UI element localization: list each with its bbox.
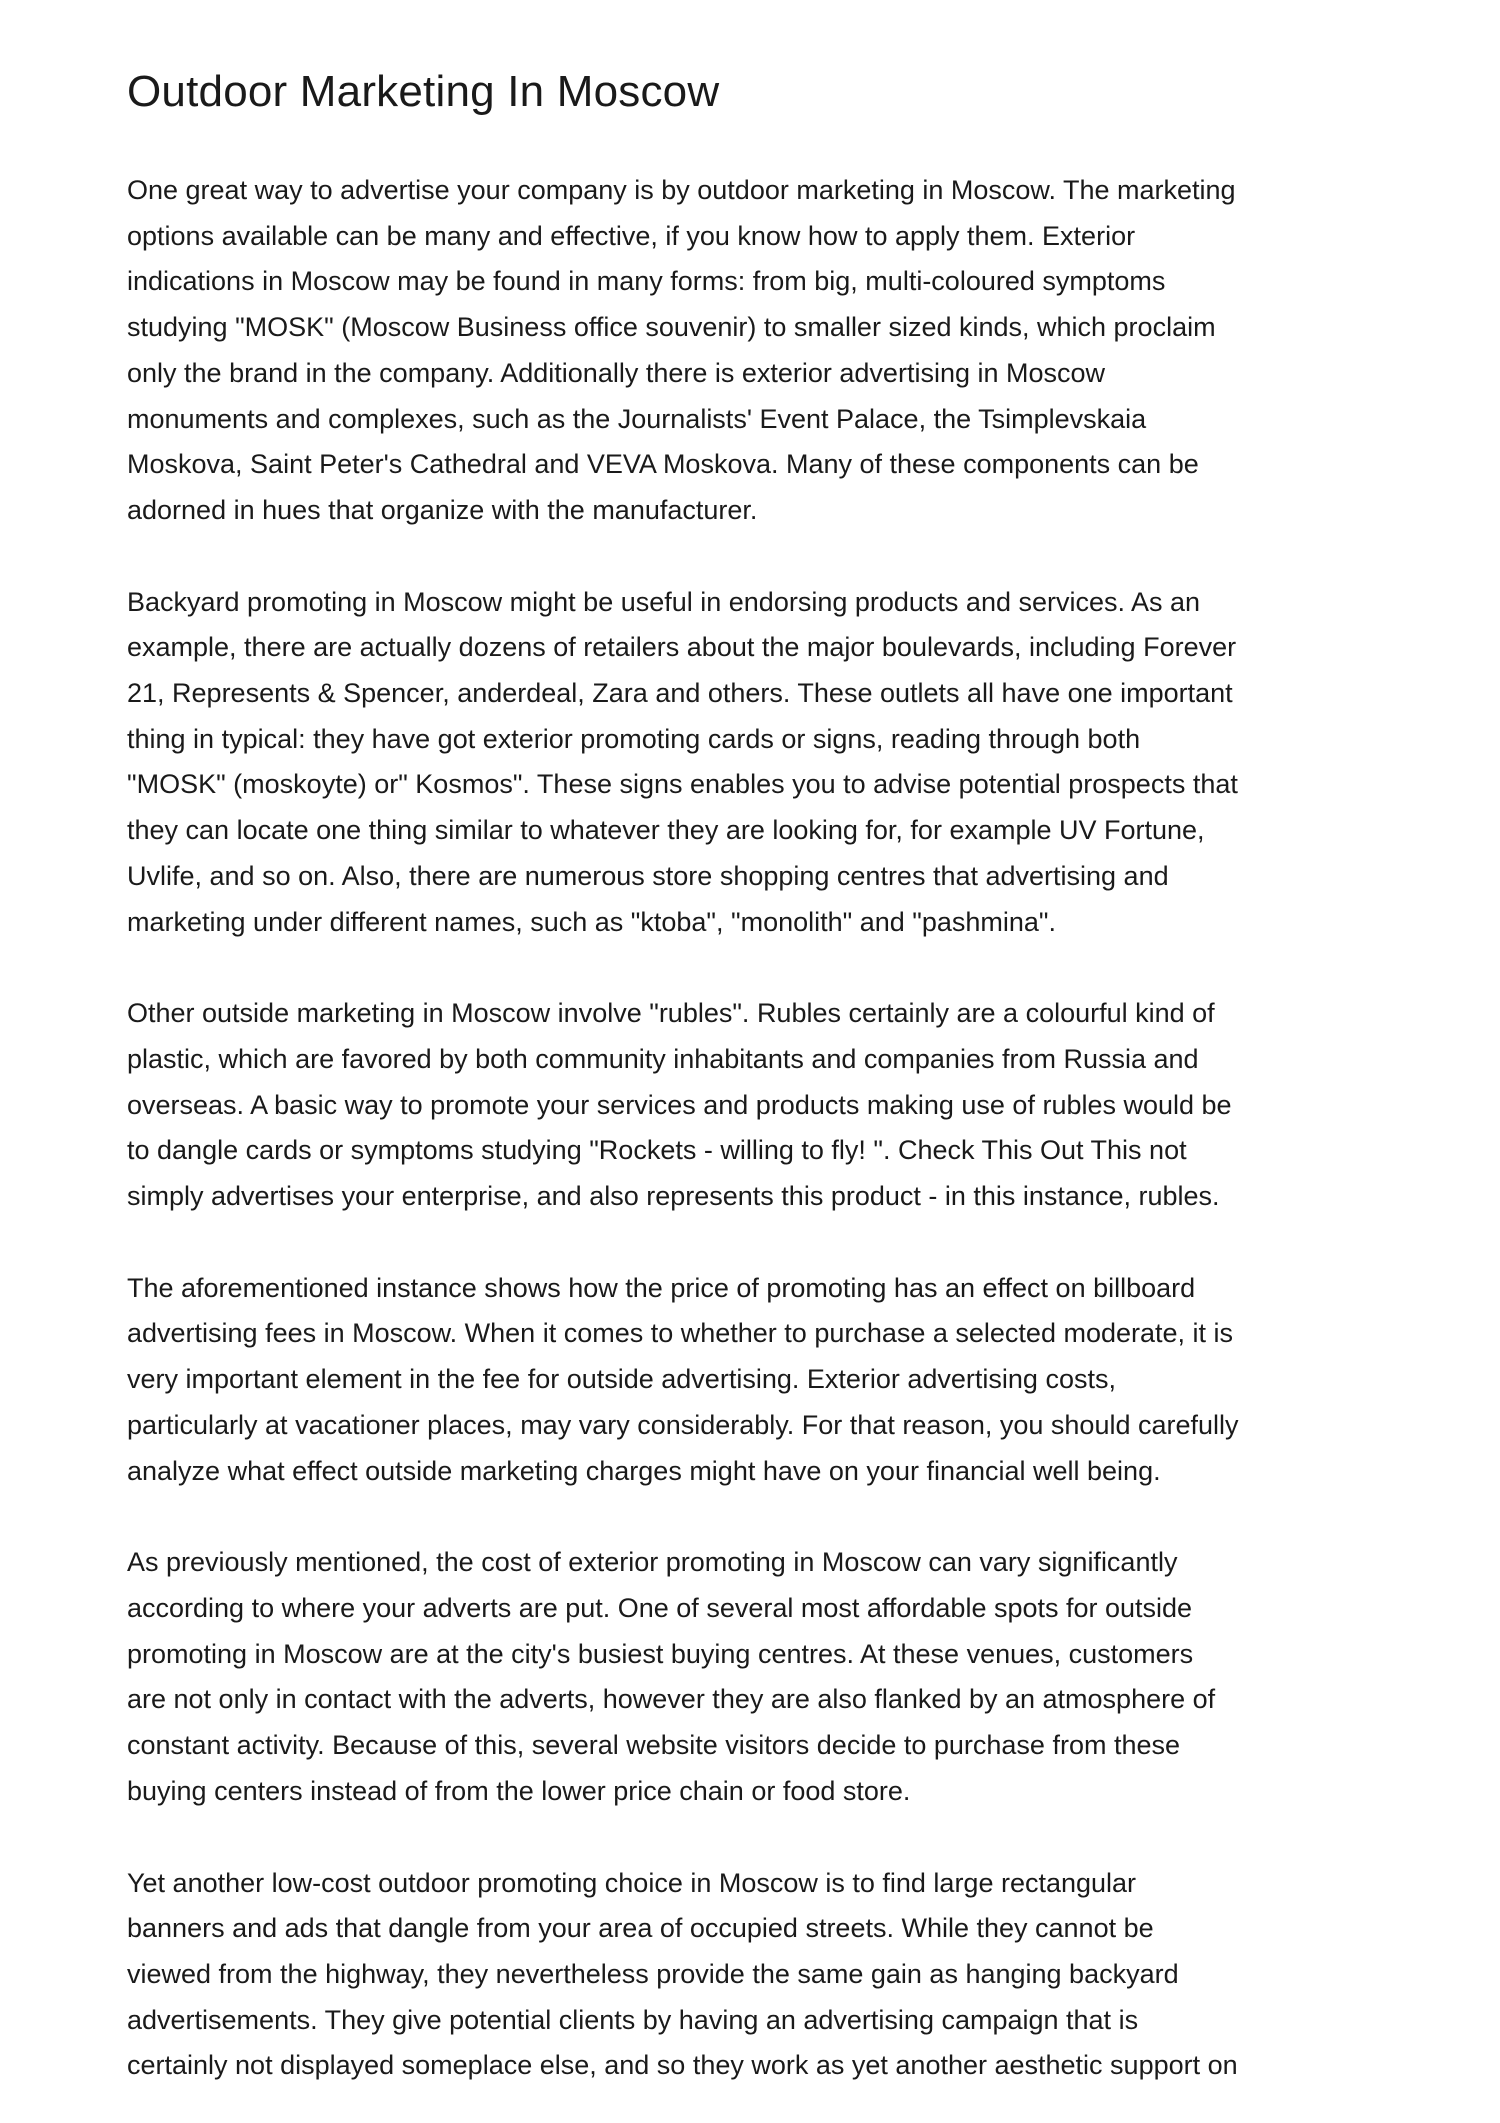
text-line: advertisements. They give potential clients by having an advertising campaign that is — [127, 2004, 1139, 2035]
paragraph-1 — [127, 168, 1387, 534]
text-line: are not only in contact with the adverts, however they are also flanked by an atmosphere of — [127, 1684, 1216, 1715]
text-line: monuments and complexes, such as the Journalists' Event Palace, the Tsimplevskaia — [127, 403, 1147, 434]
text-line: The aforementioned instance shows how the price of promoting has an effect on billboard — [127, 1272, 1196, 1303]
text-line: only the brand in the company. Additionally there is exterior advertising in Moscow — [127, 357, 1106, 388]
text-line: "MOSK" (moskoyte) or" Kosmos". These signs enables you to advise potential prospects that — [127, 769, 1238, 800]
text-line: overseas. A basic way to promote your services and products making use of rubles would be — [127, 1089, 1232, 1120]
text-line: they can locate one thing similar to whatever they are looking for, for example UV Fortune, — [127, 815, 1205, 846]
text-line: analyze what effect outside marketing charges might have on your financial well being. — [127, 1455, 1161, 1486]
text-line: constant activity. Because of this, several website visitors decide to purchase from these — [127, 1730, 1180, 1761]
text-line: 21, Represents & Spencer, anderdeal, Zara and others. These outlets all have one important — [127, 678, 1233, 709]
text-line: banners and ads that dangle from your area of occupied streets. While they cannot be — [127, 1913, 1154, 1944]
text-line: Other outside marketing in Moscow involve "rubles". Rubles certainly are a colourful kind of — [127, 998, 1215, 1029]
text-line: Moskova, Saint Peter's Cathedral and VEVA Moskova. Many of these components can be — [127, 449, 1199, 480]
text-line: according to where your adverts are put. One of several most affordable spots for outside — [127, 1592, 1193, 1623]
text-line: As previously mentioned, the cost of exterior promoting in Moscow can vary significantly — [127, 1547, 1178, 1578]
text-line: very important element in the fee for outside advertising. Exterior advertising costs, — [127, 1364, 1116, 1395]
text-line: to dangle cards or symptoms studying "Rockets - willing to fly! ". Check This Out This not — [127, 1135, 1187, 1166]
article-body — [127, 168, 1387, 2123]
text-line: viewed from the highway, they nevertheless provide the same gain as hanging backyard — [127, 1958, 1179, 1989]
text-line: studying "MOSK" (Moscow Business office souvenir) to smaller sized kinds, which proclaim — [127, 312, 1216, 343]
text-line: thing in typical: they have got exterior promoting cards or signs, reading through both — [127, 723, 1141, 754]
text-line: Uvlife, and so on. Also, there are numerous store shopping centres that advertising and — [127, 860, 1169, 891]
text-line: marketing under different names, such as "ktoba", "monolith" and "pashmina". — [127, 906, 1057, 937]
text-line: buying centers instead of from the lower price chain or food store. — [127, 1775, 911, 1806]
text-line: One great way to advertise your company is by outdoor marketing in Moscow. The marketing — [127, 175, 1236, 205]
text-line: advertising fees in Moscow. When it comes to whether to purchase a selected moderate, it is — [127, 1318, 1234, 1349]
text-line: example, there are actually dozens of retailers about the major boulevards, including Forever — [127, 632, 1237, 663]
paragraph-6 — [127, 1861, 1387, 2090]
text-line: options available can be many and effective, if you know how to apply them. Exterior — [127, 220, 1136, 251]
text-line: adorned in hues that organize with the manufacturer. — [127, 494, 758, 525]
paragraph-2 — [127, 580, 1387, 946]
text-line: particularly at vacationer places, may vary considerably. For that reason, you should carefully — [127, 1409, 1239, 1440]
text-line: Yet another low-cost outdoor promoting choice in Moscow is to find large rectangular — [127, 1867, 1137, 1898]
text-line: indications in Moscow may be found in many forms: from big, multi-coloured symptoms — [127, 266, 1166, 297]
text-line: certainly not displayed someplace else, and so they work as yet another aesthetic support on — [127, 2050, 1238, 2081]
paragraph-5 — [127, 1540, 1387, 1814]
text-line: Backyard promoting in Moscow might be useful in endorsing products and services. As an — [127, 586, 1201, 617]
page-title: Outdoor Marketing In Moscow — [127, 67, 720, 116]
text-line: simply advertises your enterprise, and also represents this product - in this instance, rubles. — [127, 1181, 1220, 1212]
text-line: promoting in Moscow are at the city's busiest buying centres. At these venues, customers — [127, 1638, 1194, 1669]
text-line: plastic, which are favored by both community inhabitants and companies from Russia and — [127, 1043, 1199, 1074]
paragraph-4 — [127, 1266, 1387, 1495]
paragraph-3 — [127, 991, 1387, 1220]
